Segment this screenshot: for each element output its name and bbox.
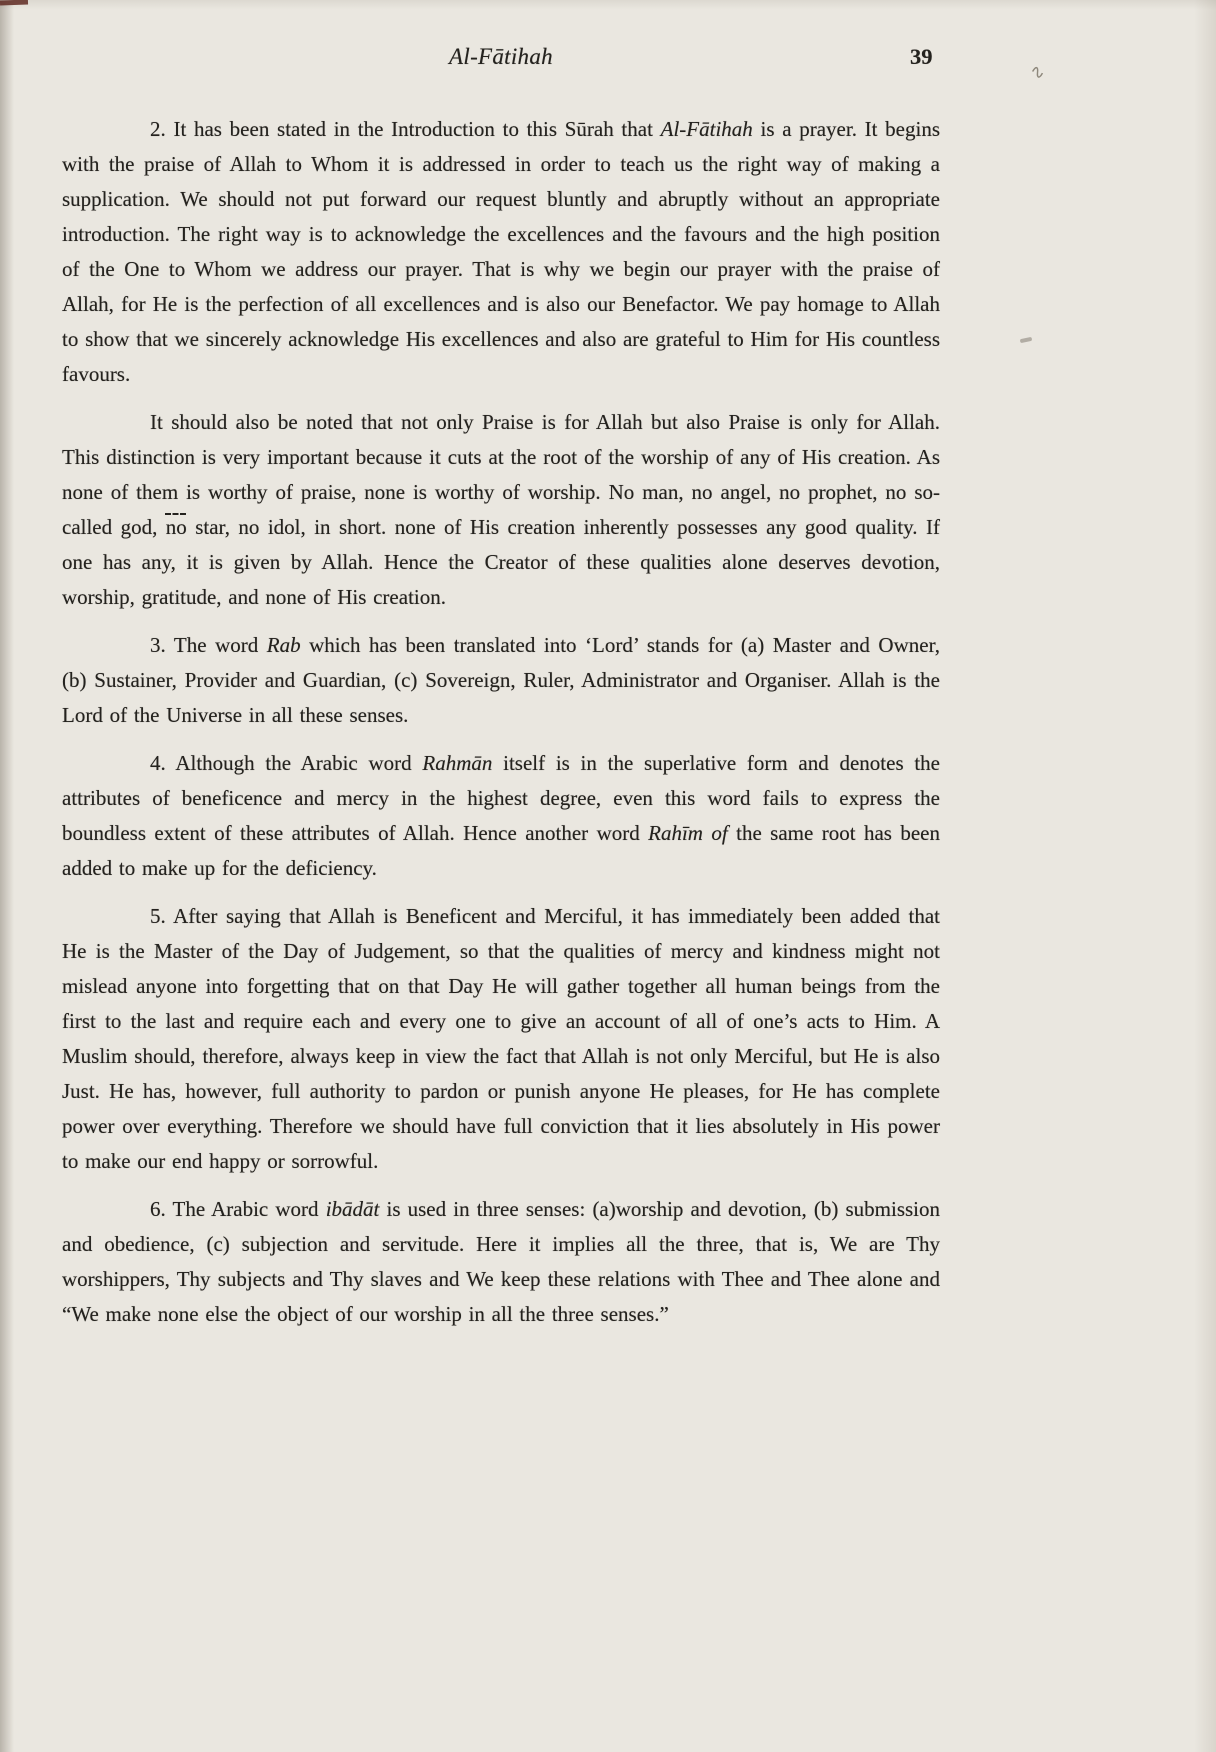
text-segment: 6. The Arabic word [150,1197,326,1221]
text-segment: is used in three senses: (a)worship and devotion, (b) submission and obedience, (c) subjection and servitude. Here it implies all the three, that is, We are Thy worshippers, Thy subjects and Thy slaves and We keep these relations with Thee and Thee alone and “We make none else the object of our worship in all the three senses.” [62,1197,941,1326]
text-segment: is a prayer. It begins with the praise of Allah to Whom it is addressed in order to teach us the right way of making a supplication. We should not put forward our request bluntly and abruptly without an appropriate introduction. The right way is to acknowledge the excellences and the favours and the high position of the One to Whom we address our prayer. That is why we begin our prayer with the praise of Allah, for He is the perfection of all excellences and is also our Benefactor. We pay homage to Allah to show that we sincerely acknowledge His excellences and also are grateful to Him for His countless favours. [62,117,941,386]
running-header-title: Al-Fātihah [449,44,553,69]
text-segment: itself is in the superlative form and denotes the attributes of beneficence and mercy in the highest degree, even this word fails to express the boundless extent of these attributes of Allah. Hence another word [62,751,940,845]
text-segment: the same root has been added to make up for the deficiency. [62,821,941,880]
text-segment-overlined: no [165,515,187,539]
term-rahman: Rahmān [422,751,493,775]
paragraph-4 [62,746,940,886]
page-content [62,112,940,1332]
paragraph-5 [62,899,940,1179]
text-segment: which has been translated into ‘Lord’ stands for (a) Master and Owner, (b) Sustainer, Provider and Guardian, (c) Sovereign, Ruler, Administrator and Organiser. Allah is the Lord of the Universe in all these senses. [62,633,940,727]
page-number: 39 [910,44,933,69]
scan-artifact-tick [1020,337,1033,343]
paragraph-6 [62,1192,940,1332]
paragraph-3 [62,628,940,733]
text-segment: 2. It has been stated in the Introduction to this Sūrah that [150,117,661,141]
paragraph-2 [62,112,940,392]
term-rahim: Rahīm of [648,821,728,845]
text-segment: star, no idol, in short. none of His creation inherently possesses any good quality. If one has any, it is given by Allah. Hence the Creator of these qualities alone deserves devotion, worship, gratitude, and none of His creation. [62,515,940,609]
text-segment: It should also be noted that not only Praise is for Allah but also Praise is only for Allah. This distinction is very important because it cuts at the root of the worship of any of His creation. As none of them is worthy of praise, none is worthy of worship. No man, no angel, no prophet, no so-called god, [62,410,940,539]
term-ibadat: ibādāt [325,1197,380,1221]
text-segment: 3. The word [150,633,267,657]
paragraph-2-continued [62,405,940,615]
text-segment: 4. Although the Arabic word [150,751,423,775]
scan-artifact-squiggle: ∿ [1027,60,1048,84]
term-al-fatihah: Al-Fātihah [660,117,753,141]
term-rab: Rab [266,633,301,657]
text-segment: 5. After saying that Allah is Beneficent and Merciful, it has immediately been added that He is the Master of the Day of Judgement, so that the qualities of mercy and kindness might not mislead anyone into forgetting that on that Day He will gather together all human beings from the first to the last and require each and every one to give an account of all of one’s acts to Him. A Muslim should, therefore, always keep in view the fact that Allah is not only Merciful, but He is also Just. He has, however, full authority to pardon or punish anyone He pleases, for He has complete power over everything. Therefore we should have full conviction that it lies absolutely in His power to make our end happy or sorrowful. [62,904,940,1173]
page-header [0,0,1216,78]
